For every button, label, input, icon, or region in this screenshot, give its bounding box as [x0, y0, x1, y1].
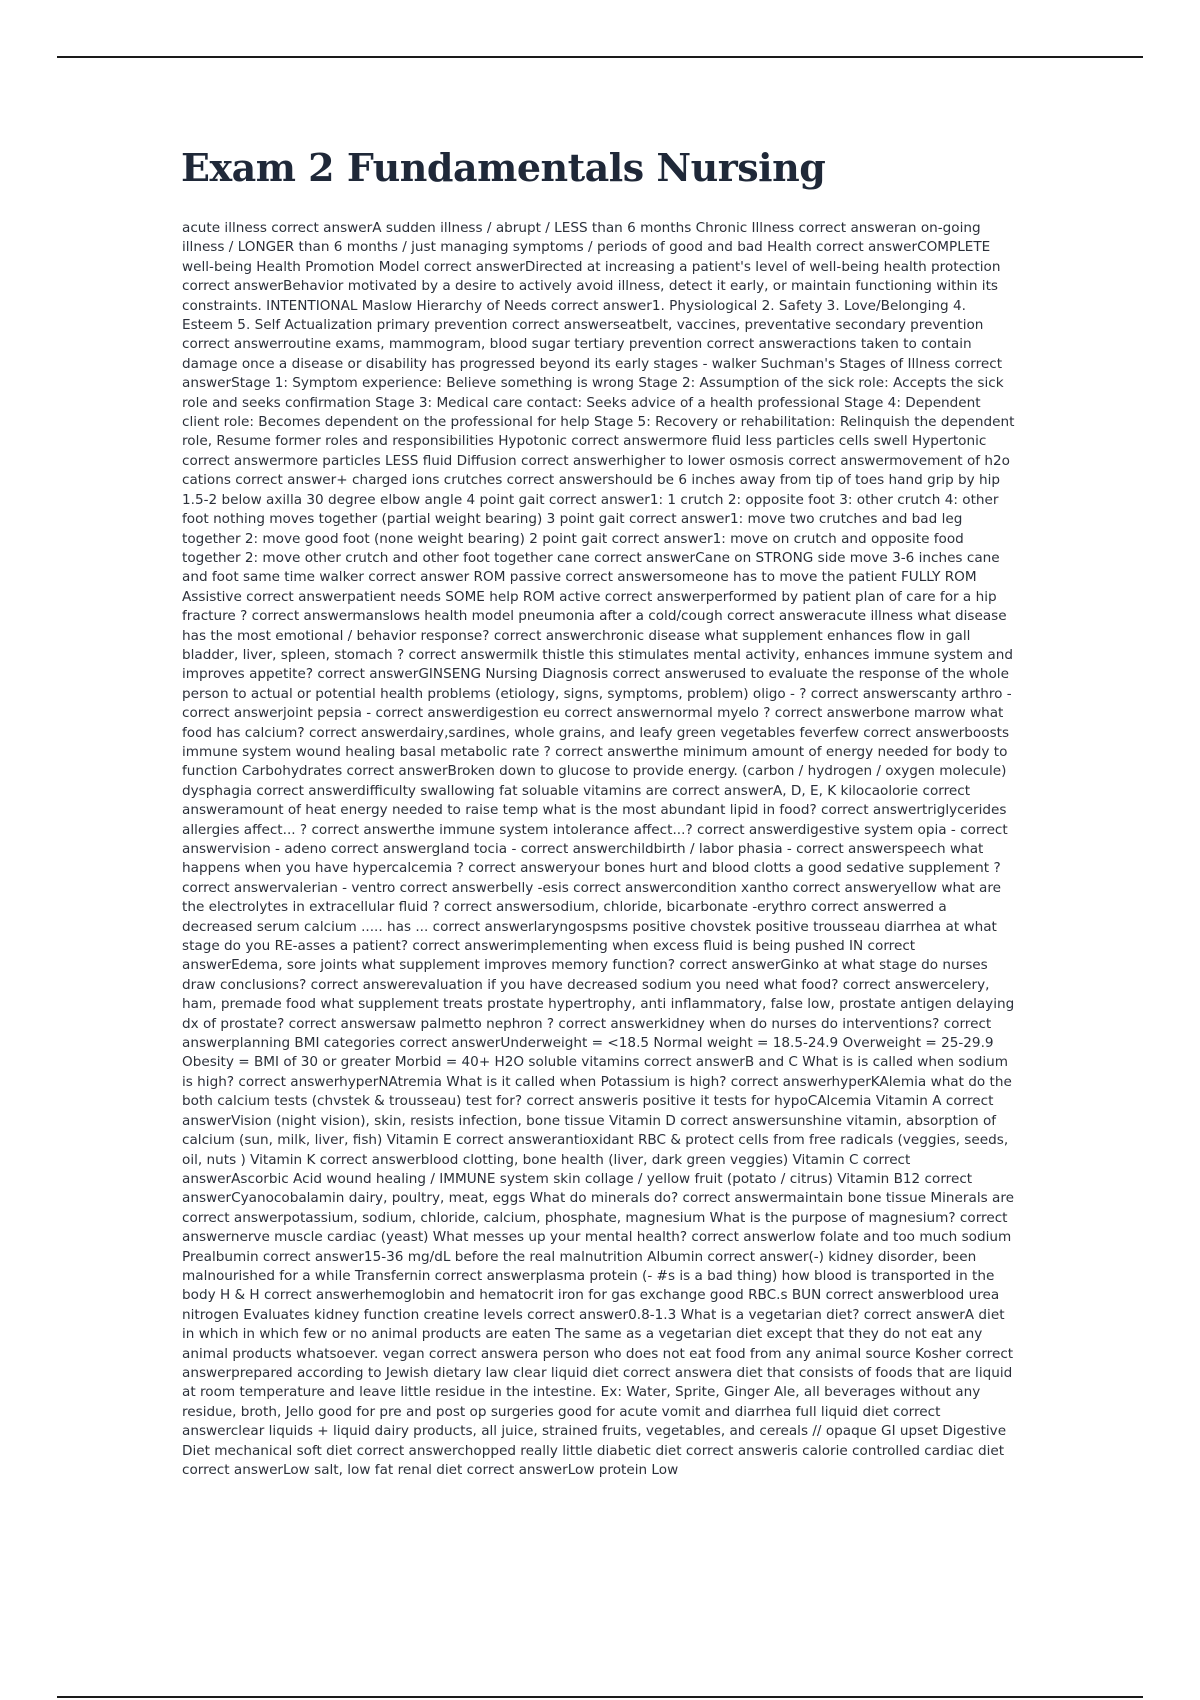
- document-title: Exam 2 Fundamentals Nursing: [181, 145, 826, 190]
- bottom-divider: [57, 1696, 1143, 1698]
- top-divider: [57, 56, 1143, 58]
- document-body-text: acute illness correct answerA sudden illness / abrupt / LESS than 6 months Chronic Illness correct answeran on-going illness / LONGER than 6 months / just managing symptoms / periods of good and bad Health correct answerCOMPLETE well-being Health Promotion Model correct answerDirected at increasing a patient's level of well-being health protection correct answerBehavior motivated by a desire to actively avoid illness, detect it early, or maintain functioning within its constraints. INTENTIONAL Maslow Hierarchy of Needs correct answer1. Physiological 2. Safety 3. Love/Belonging 4. Esteem 5. Self Actualization primary prevention correct answerseatbelt, vaccines, preventative secondary prevention correct answerroutine exams, mammogram, blood sugar tertiary prevention correct answeractions taken to contain damage once a disease or disability has progressed beyond its early stages - walker Suchman's Stages of Illness correct answerStage 1: Symptom experience: Believe something is wrong Stage 2: Assumption of the sick role: Accepts the sick role and seeks confirmation Stage 3: Medical care contact: Seeks advice of a health professional Stage 4: Dependent client role: Becomes dependent on the professional for help Stage 5: Recovery or rehabilitation: Relinquish the dependent role, Resume former roles and responsibilities Hypotonic correct answermore fluid less particles cells swell Hypertonic correct answermore particles LESS fluid Diffusion correct answerhigher to lower osmosis correct answermovement of h2o cations correct answer+ charged ions crutches correct answershould be 6 inches away from tip of toes hand grip by hip 1.5-2 below axilla 30 degree elbow angle 4 point gait correct answer1: 1 crutch 2: opposite foot 3: other crutch 4: other foot nothing moves together (partial weight bearing) 3 point gait correct answer1: move two crutches and bad leg together 2: move good foot (none weight bearing) 2 point gait correct answer1: move on crutch and opposite food together 2: move other crutch and other foot together cane correct answerCane on STRONG side move 3-6 inches cane and foot same time walker correct answer ROM passive correct answersomeone has to move the patient FULLY ROM Assistive correct answerpatient needs SOME help ROM active correct answerperformed by patient plan of care for a hip fracture ? correct answermanslows health model pneumonia after a cold/cough correct answeracute illness what disease has the most emotional / behavior response? correct answerchronic disease what supplement enhances flow in gall bladder, liver, spleen, stomach ? correct answermilk thistle this stimulates mental activity, enhances immune system and improves appetite? correct answerGINSENG Nursing Diagnosis correct answerused to evaluate the response of the whole person to actual or potential health problems (etiology, signs, symptoms, problem) oligo - ? correct answerscanty arthro - correct answerjoint pepsia - correct answerdigestion eu correct answernormal myelo ? correct answerbone marrow what food has calcium? correct answerdairy,sardines, whole grains, and leafy green vegetables feverfew correct answerboosts immune system wound healing basal metabolic rate ? correct answerthe minimum amount of energy needed for body to function Carbohydrates correct answerBroken down to glucose to provide energy. (carbon / hydrogen / oxygen molecule) dysphagia correct answerdifficulty swallowing fat soluable vitamins are correct answerA, D, E, K kilocaolorie correct answeramount of heat energy needed to raise temp what is the most abundant lipid in food? correct answertriglycerides allergies affect... ? correct answerthe immune system intolerance affect...? correct answerdigestive system opia - correct answervision - adeno correct answergland tocia - correct answerchildbirth / labor phasia - correct answerspeech what happens when you have hypercalcemia ? correct answeryour bones hurt and blood clotts a good sedative supplement ? correct answervalerian - ventro correct answerbelly -esis correct answercondition xantho correct answeryellow what are the electrolytes in extracellular fluid ? correct answersodium, chloride, bicarbonate -erythro correct answerred a decreased serum calcium ..... has ... correct answerlaryngospsms positive chovstek positive trousseau diarrhea at what stage do you RE-asses a patient? correct answerimplementing when excess fluid is being pushed IN correct answerEdema, sore joints what supplement improves memory function? correct answerGinko at what stage do nurses draw conclusions? correct answerevaluation if you have decreased sodium you need what food? correct answercelery, ham, premade food what supplement treats prostate hypertrophy, anti inflammatory, false low, prostate antigen delaying dx of prostate? correct answersaw palmetto nephron ? correct answerkidney when do nurses do interventions? correct answerplanning BMI categories correct answerUnderweight = <18.5 Normal weight = 18.5-24.9 Overweight = 25-29.9 Obesity = BMI of 30 or greater Morbid = 40+ H2O soluble vitamins correct answerB and C What is is called when sodium is high? correct answerhyperNAtremia What is it called when Potassium is high? correct answerhyperKAlemia what do the both calcium tests (chvstek & trousseau) test for? correct answeris positive it tests for hypoCAlcemia Vitamin A correct answerVision (night vision), skin, resists infection, bone tissue Vitamin D correct answersunshine vitamin, absorption of calcium (sun, milk, liver, fish) Vitamin E correct answerantioxidant RBC & protect cells from free radicals (veggies, seeds, oil, nuts ) Vitamin K correct answerblood clotting, bone health (liver, dark green veggies) Vitamin C correct answerAscorbic Acid wound healing / IMMUNE system skin collage / yellow fruit (potato / citrus) Vitamin B12 correct answerCyanocobalamin dairy, poultry, meat, eggs What do minerals do? correct answermaintain bone tissue Minerals are correct answerpotassium, sodium, chloride, calcium, phosphate, magnesium What is the purpose of magnesium? correct answernerve muscle cardiac (yeast) What messes up your mental health? correct answerlow folate and too much sodium Prealbumin correct answer15-36 mg/dL before the real malnutrition Albumin correct answer(-) kidney disorder, been malnourished for a while Transfernin correct answerplasma protein (- #s is a bad thing) how blood is transported in the body H & H correct answerhemoglobin and hematocrit iron for gas exchange good RBC.s BUN correct answerblood urea nitrogen Evaluates kidney function creatine levels correct answer0.8-1.3 What is a vegetarian diet? correct answerA diet in which in which few or no animal products are eaten The same as a vegetarian diet except that they do not eat any animal products whatsoever. vegan correct answera person who does not eat food from any animal source Kosher correct answerprepared according to Jewish dietary law clear liquid diet correct answera diet that consists of foods that are liquid at room temperature and leave little residue in the intestine. Ex: Water, Sprite, Ginger Ale, all beverages without any residue, broth, Jello good for pre and post op surgeries good for acute vomit and diarrhea full liquid diet correct answerclear liquids + liquid dairy products, all juice, strained fruits, vegetables, and cereals // opaque GI upset Digestive Diet mechanical soft diet correct answerchopped really little diabetic diet correct answeris calorie controlled cardiac diet correct answerLow salt, low fat renal diet correct answerLow protein Low: [182, 220, 1015, 1478]
